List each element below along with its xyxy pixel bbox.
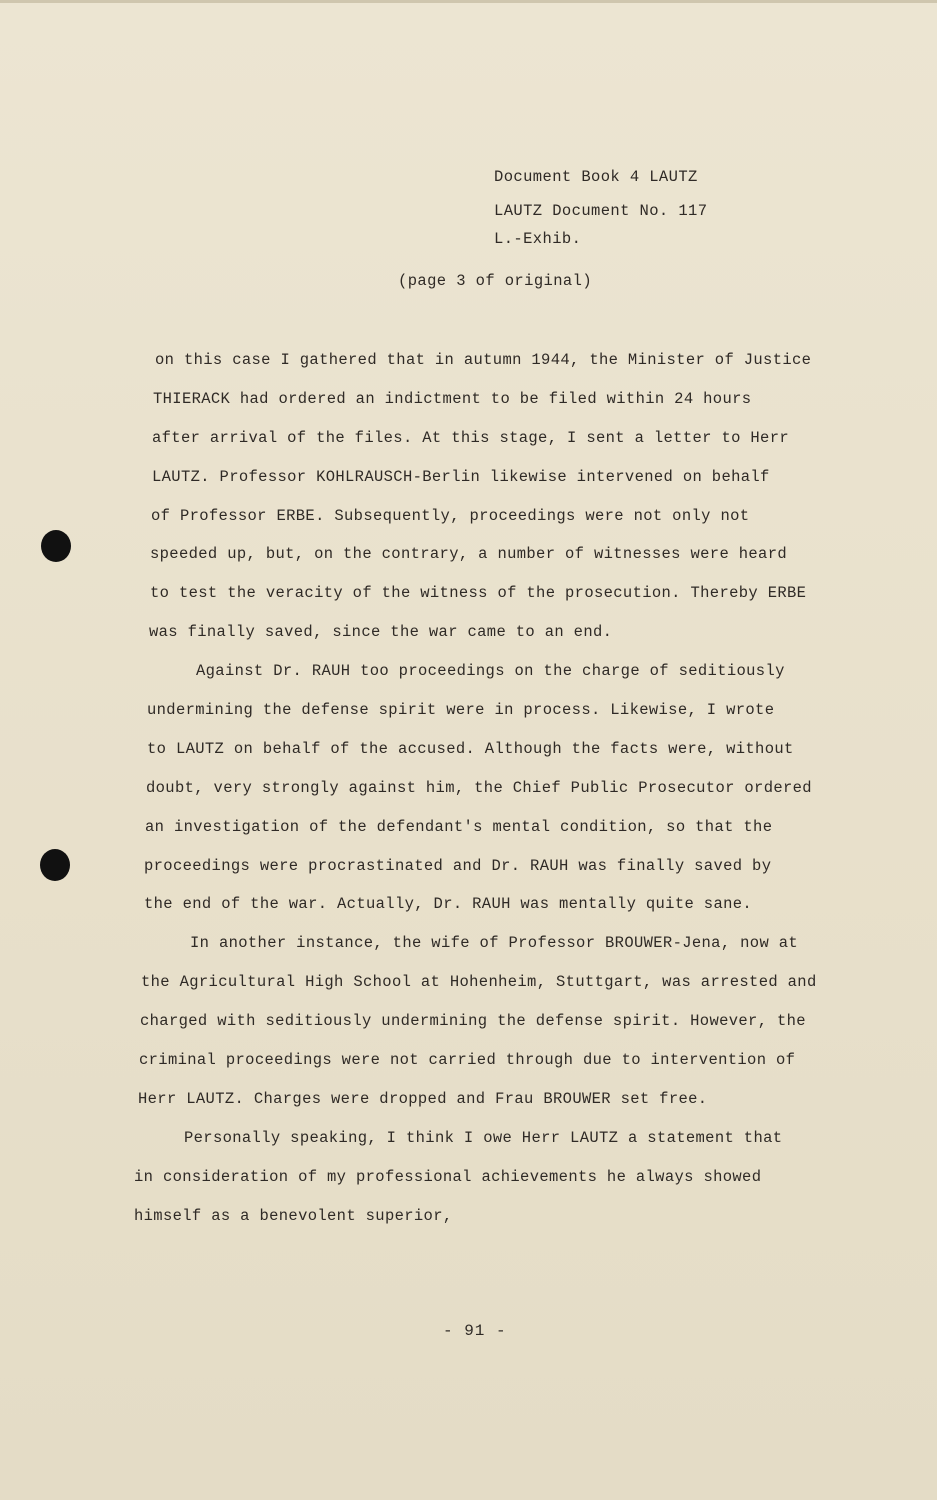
body-line: to test the veracity of the witness of the prosecution. Thereby ERBE (150, 584, 807, 603)
body-line: Against Dr. RAUH too proceedings on the charge of seditiously (196, 662, 785, 681)
body-line: Personally speaking, I think I owe Herr LAUTZ a statement that (184, 1128, 783, 1147)
body-line: Herr LAUTZ. Charges were dropped and Frau BROUWER set free. (138, 1089, 708, 1108)
body-line: to LAUTZ on behalf of the accused. Although the facts were, without (147, 739, 794, 758)
page-number: - 91 - (443, 1322, 507, 1340)
document-body (134, 350, 828, 1244)
original-page-note: (page 3 of original) (398, 272, 593, 290)
document-book-reference: Document Book 4 LAUTZ (494, 168, 698, 186)
body-line: the Agricultural High School at Hohenheim, Stuttgart, was arrested and (141, 973, 817, 992)
body-line: proceedings were procrastinated and Dr. RAUH was finally saved by (144, 856, 772, 875)
body-line: undermining the defense spirit were in process. Likewise, I wrote (147, 701, 775, 720)
body-line: the end of the war. Actually, Dr. RAUH was mentally quite sane. (144, 895, 753, 914)
document-header (494, 160, 707, 256)
punch-hole-lower (40, 849, 70, 881)
body-line: LAUTZ. Professor KOHLRAUSCH-Berlin likewise intervened on behalf (152, 467, 770, 486)
body-line: after arrival of the files. At this stage, I sent a letter to Herr (152, 428, 789, 447)
body-line: In another instance, the wife of Professor BROUWER-Jena, now at (190, 934, 799, 953)
body-line: criminal proceedings were not carried through due to intervention of (139, 1051, 796, 1070)
body-line: charged with seditiously undermining the defense spirit. However, the (140, 1012, 806, 1031)
body-line: in consideration of my professional achievements he always showed (134, 1167, 762, 1186)
body-line: himself as a benevolent superior, (134, 1206, 453, 1225)
punch-hole-upper (41, 530, 71, 562)
body-line: speeded up, but, on the contrary, a number of witnesses were heard (150, 545, 787, 564)
body-line: of Professor ERBE. Subsequently, proceedings were not only not (151, 506, 750, 525)
exhibit-reference: L.-Exhib. (494, 230, 582, 248)
document-number: LAUTZ Document No. 117 (494, 202, 708, 220)
body-line: THIERACK had ordered an indictment to be filed within 24 hours (153, 389, 752, 408)
body-line: an investigation of the defendant's mental condition, so that the (145, 817, 773, 836)
body-line: doubt, very strongly against him, the Chief Public Prosecutor ordered (146, 778, 812, 797)
body-line: was finally saved, since the war came to an end. (149, 623, 613, 642)
body-line: on this case I gathered that in autumn 1944, the Minister of Justice (155, 351, 812, 369)
page-top-edge (0, 0, 937, 3)
